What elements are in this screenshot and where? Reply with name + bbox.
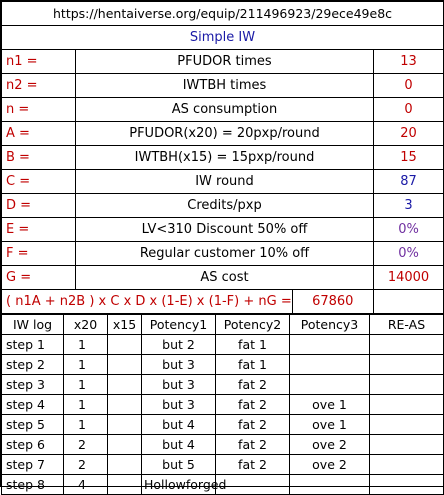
log-potency1[interactable]: but 3: [142, 355, 216, 375]
parameter-description: PFUDOR times: [76, 50, 374, 74]
parameter-value[interactable]: 0%: [374, 218, 444, 242]
log-x15[interactable]: [108, 475, 142, 495]
log-row: [2, 335, 444, 355]
log-row: [2, 475, 444, 495]
parameter-value[interactable]: 0: [374, 74, 444, 98]
formula-result-cell-tail: [374, 290, 444, 314]
log-x20[interactable]: 2: [64, 455, 108, 475]
log-step[interactable]: step 5: [2, 415, 64, 435]
parameter-row: [2, 74, 444, 98]
log-potency2[interactable]: fat 1: [216, 335, 290, 355]
log-potency1[interactable]: but 2: [142, 335, 216, 355]
log-rows: [2, 335, 444, 495]
log-row: [2, 415, 444, 435]
parameter-label: E =: [2, 218, 76, 242]
parameter-row: [2, 242, 444, 266]
parameter-description: AS cost: [76, 266, 374, 290]
parameter-row: [2, 146, 444, 170]
parameter-label: D =: [2, 194, 76, 218]
log-potency1[interactable]: but 3: [142, 395, 216, 415]
log-header-cell: IW log: [2, 315, 64, 335]
parameter-rows: [2, 50, 444, 290]
log-x20[interactable]: 1: [64, 355, 108, 375]
formula-row: [2, 290, 444, 314]
log-re-as[interactable]: [370, 475, 444, 495]
log-re-as[interactable]: [370, 335, 444, 355]
log-re-as[interactable]: [370, 355, 444, 375]
log-x20[interactable]: 4: [64, 475, 108, 495]
log-header-cell: Potency2: [216, 315, 290, 335]
log-row: [2, 455, 444, 475]
log-row: [2, 375, 444, 395]
log-potency1[interactable]: but 3: [142, 375, 216, 395]
iw-log-table: [1, 314, 444, 495]
parameter-label: C =: [2, 170, 76, 194]
log-potency2[interactable]: fat 1: [216, 355, 290, 375]
parameter-row: [2, 50, 444, 74]
log-x20[interactable]: 1: [64, 335, 108, 355]
log-potency1[interactable]: but 5: [142, 455, 216, 475]
log-x15[interactable]: [108, 455, 142, 475]
log-step[interactable]: step 2: [2, 355, 64, 375]
url-row: [2, 2, 444, 26]
equip-url[interactable]: https://hentaiverse.org/equip/211496923/29ece49e8c: [2, 2, 444, 26]
parameter-row: [2, 194, 444, 218]
log-x15[interactable]: [108, 375, 142, 395]
formula-expression: [2, 290, 374, 314]
log-x15[interactable]: [108, 435, 142, 455]
log-potency2[interactable]: fat 2: [216, 455, 290, 475]
parameter-label: n1 =: [2, 50, 76, 74]
formula-text: ( n1A + n2B ) x C x D x (1-E) x (1-F) + nG =: [6, 294, 292, 309]
parameter-description: LV<310 Discount 50% off: [76, 218, 374, 242]
parameter-value[interactable]: 13: [374, 50, 444, 74]
parameter-label: n2 =: [2, 74, 76, 98]
log-potency1[interactable]: Hollowforged: [142, 475, 216, 495]
parameter-row: [2, 218, 444, 242]
log-x20[interactable]: 1: [64, 375, 108, 395]
subtitle: Simple IW: [2, 26, 444, 50]
parameter-value[interactable]: 14000: [374, 266, 444, 290]
log-header-cell: x20: [64, 315, 108, 335]
parameter-description: Regular customer 10% off: [76, 242, 374, 266]
log-x15[interactable]: [108, 395, 142, 415]
log-potency3[interactable]: ove 2: [290, 435, 370, 455]
log-x20[interactable]: 1: [64, 415, 108, 435]
log-re-as[interactable]: [370, 375, 444, 395]
parameter-row: [2, 170, 444, 194]
log-step[interactable]: step 7: [2, 455, 64, 475]
log-step[interactable]: step 6: [2, 435, 64, 455]
log-potency2[interactable]: fat 2: [216, 435, 290, 455]
parameter-row: [2, 266, 444, 290]
parameter-value[interactable]: 3: [374, 194, 444, 218]
parameter-value[interactable]: 87: [374, 170, 444, 194]
parameter-label: A =: [2, 122, 76, 146]
parameter-row: [2, 122, 444, 146]
log-re-as[interactable]: [370, 415, 444, 435]
log-x20[interactable]: 2: [64, 435, 108, 455]
parameter-value[interactable]: 0%: [374, 242, 444, 266]
log-potency3[interactable]: ove 2: [290, 455, 370, 475]
log-step[interactable]: step 1: [2, 335, 64, 355]
log-re-as[interactable]: [370, 435, 444, 455]
parameter-row: [2, 98, 444, 122]
parameter-value[interactable]: 0: [374, 98, 444, 122]
log-re-as[interactable]: [370, 455, 444, 475]
parameter-description: AS consumption: [76, 98, 374, 122]
log-potency3[interactable]: [290, 475, 370, 495]
log-potency3[interactable]: ove 1: [290, 415, 370, 435]
parameter-value[interactable]: 15: [374, 146, 444, 170]
parameter-description: IW round: [76, 170, 374, 194]
formula-result: 67860: [312, 294, 354, 309]
log-x15[interactable]: [108, 355, 142, 375]
log-potency2[interactable]: fat 2: [216, 395, 290, 415]
parameters-table: [1, 1, 444, 314]
log-x15[interactable]: [108, 335, 142, 355]
parameter-description: IWTBH times: [76, 74, 374, 98]
log-x15[interactable]: [108, 415, 142, 435]
log-potency2[interactable]: [216, 475, 290, 495]
log-potency3[interactable]: [290, 335, 370, 355]
log-x20[interactable]: 1: [64, 395, 108, 415]
log-row: [2, 355, 444, 375]
parameter-value[interactable]: 20: [374, 122, 444, 146]
log-header-cell: RE-AS: [370, 315, 444, 335]
log-potency2[interactable]: fat 2: [216, 375, 290, 395]
log-potency2[interactable]: fat 2: [216, 415, 290, 435]
parameter-description: PFUDOR(x20) = 20pxp/round: [76, 122, 374, 146]
log-re-as[interactable]: [370, 395, 444, 415]
log-row: [2, 435, 444, 455]
log-step[interactable]: step 4: [2, 395, 64, 415]
log-header-cell: x15: [108, 315, 142, 335]
log-header-cell: Potency1: [142, 315, 216, 335]
parameter-description: Credits/pxp: [76, 194, 374, 218]
parameter-label: F =: [2, 242, 76, 266]
parameter-description: IWTBH(x15) = 15pxp/round: [76, 146, 374, 170]
parameter-label: n =: [2, 98, 76, 122]
log-potency3[interactable]: [290, 355, 370, 375]
log-potency1[interactable]: but 4: [142, 435, 216, 455]
parameter-label: B =: [2, 146, 76, 170]
log-potency3[interactable]: ove 1: [290, 395, 370, 415]
parameter-label: G =: [2, 266, 76, 290]
log-potency1[interactable]: but 4: [142, 415, 216, 435]
subtitle-row: [2, 26, 444, 50]
log-header-row: [2, 315, 444, 335]
log-step[interactable]: step 8: [2, 475, 64, 495]
log-row: [2, 395, 444, 415]
log-header-cell: Potency3: [290, 315, 370, 335]
log-step[interactable]: step 3: [2, 375, 64, 395]
log-potency3[interactable]: [290, 375, 370, 395]
